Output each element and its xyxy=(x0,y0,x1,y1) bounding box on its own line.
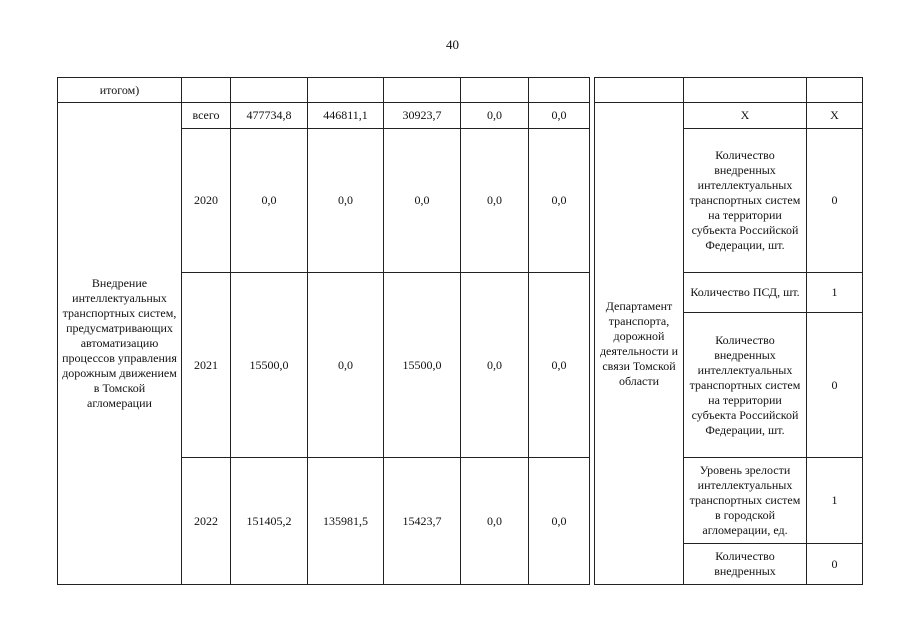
amount-cell: 0,0 xyxy=(308,129,384,273)
amount-cell: 0,0 xyxy=(461,129,529,273)
table-cell xyxy=(529,78,590,103)
indicator-name-cell: Количество внедренных интеллектуальных транспортных систем на территории субъекта Российской Федерации, шт. xyxy=(684,313,807,458)
amount-cell: 446811,1 xyxy=(308,103,384,129)
amount-cell: 15423,7 xyxy=(384,458,461,585)
indicator-name-cell: Х xyxy=(684,103,807,129)
amount-cell: 0,0 xyxy=(461,458,529,585)
table-row xyxy=(58,78,863,103)
indicator-name-cell: Количество внедренных xyxy=(684,544,807,585)
indicator-value-cell: Х xyxy=(807,103,863,129)
table-cell xyxy=(384,78,461,103)
amount-cell: 0,0 xyxy=(529,129,590,273)
amount-cell: 0,0 xyxy=(461,103,529,129)
indicator-name-cell: Количество ПСД, шт. xyxy=(684,273,807,313)
table-cell xyxy=(595,78,684,103)
amount-cell: 0,0 xyxy=(231,129,308,273)
amount-cell: 151405,2 xyxy=(231,458,308,585)
page-number: 40 xyxy=(446,37,459,52)
period-cell: 2021 xyxy=(182,273,231,458)
indicator-value-cell: 0 xyxy=(807,313,863,458)
table-cell xyxy=(461,78,529,103)
amount-cell: 135981,5 xyxy=(308,458,384,585)
indicator-value-cell: 0 xyxy=(807,544,863,585)
table-row xyxy=(58,103,863,129)
period-cell: 2020 xyxy=(182,129,231,273)
amount-cell: 15500,0 xyxy=(231,273,308,458)
amount-cell: 0,0 xyxy=(461,273,529,458)
table-cell xyxy=(182,78,231,103)
indicator-value-cell: 0 xyxy=(807,129,863,273)
amount-cell: 0,0 xyxy=(529,103,590,129)
indicator-value-cell: 1 xyxy=(807,273,863,313)
table-cell xyxy=(231,78,308,103)
amount-cell: 0,0 xyxy=(529,273,590,458)
amount-cell: 0,0 xyxy=(308,273,384,458)
period-cell: всего xyxy=(182,103,231,129)
table-cell xyxy=(807,78,863,103)
amount-cell: 15500,0 xyxy=(384,273,461,458)
program-table xyxy=(57,77,863,585)
period-cell: 2022 xyxy=(182,458,231,585)
executor-cell: Департамент транспорта, дорожной деятельности и связи Томской области xyxy=(595,103,684,585)
event-name-cell: Внедрение интеллектуальных транспортных систем, предусматривающих автоматизацию процессов управления дорожным движением в Томской агломерации xyxy=(58,103,182,585)
table-cell xyxy=(684,78,807,103)
indicator-value-cell: 1 xyxy=(807,458,863,544)
indicator-name-cell: Уровень зрелости интеллектуальных транспортных систем в городской агломерации, ед. xyxy=(684,458,807,544)
amount-cell: 30923,7 xyxy=(384,103,461,129)
amount-cell: 477734,8 xyxy=(231,103,308,129)
table-cell xyxy=(308,78,384,103)
indicator-name-cell: Количество внедренных интеллектуальных транспортных систем на территории субъекта Российской Федерации, шт. xyxy=(684,129,807,273)
amount-cell: 0,0 xyxy=(529,458,590,585)
table-cell: итогом) xyxy=(58,78,182,103)
amount-cell: 0,0 xyxy=(384,129,461,273)
